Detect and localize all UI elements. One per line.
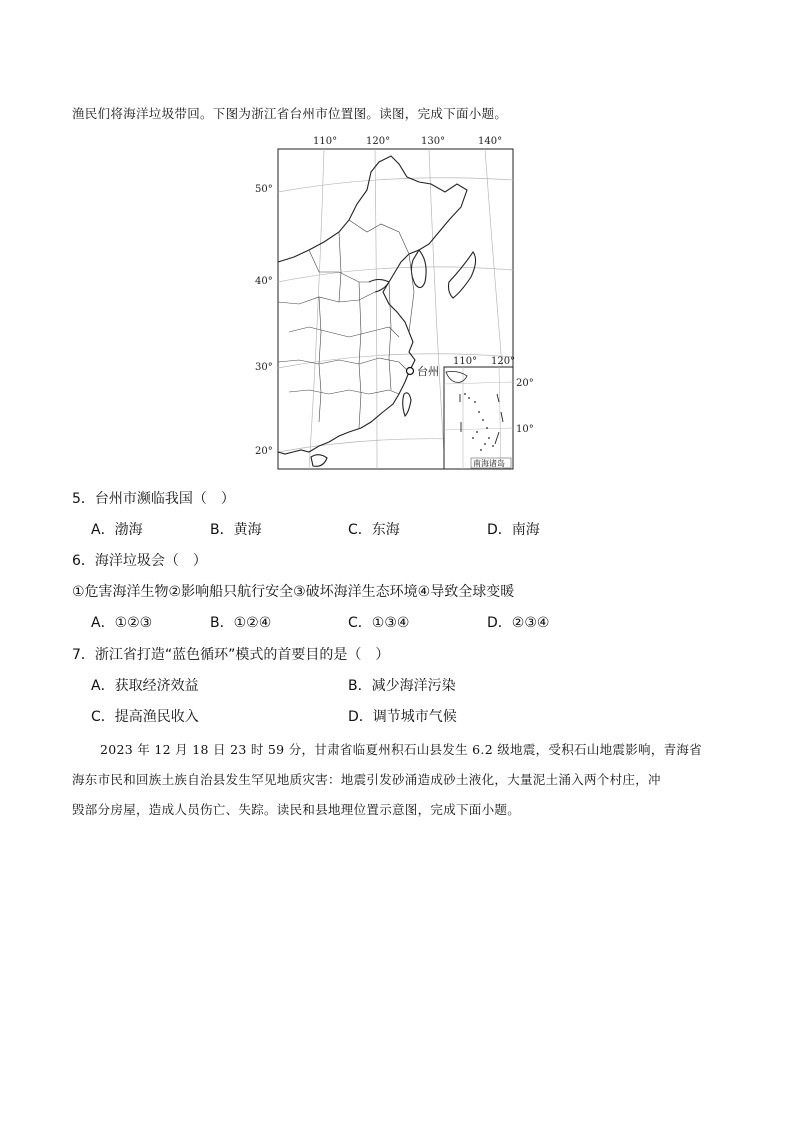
lon-label-120: 120° bbox=[366, 136, 391, 147]
inset-lon-120: 120° bbox=[491, 356, 516, 367]
taizhou-location-map bbox=[249, 132, 534, 472]
passage-line-3: 毁部分房屋，造成人员伤亡、失踪。读民和县地理位置示意图，完成下面小题。 bbox=[72, 802, 521, 817]
q5-option-a[interactable]: A．渤海 bbox=[91, 522, 143, 538]
lat-label-30: 30° bbox=[255, 362, 273, 373]
question-5-stem: 5．台州市濒临我国（ ） bbox=[72, 491, 235, 507]
q6-option-a[interactable]: A．①②③ bbox=[91, 615, 153, 631]
lon-label-110: 110° bbox=[313, 136, 338, 147]
q7-option-d[interactable]: D．调节城市气候 bbox=[348, 709, 457, 725]
q5-option-b[interactable]: B．黄海 bbox=[210, 522, 262, 538]
inset-caption: 南海诸岛 bbox=[473, 459, 505, 468]
inset-lat-10: 10° bbox=[516, 424, 534, 435]
q5-option-d[interactable]: D．南海 bbox=[487, 522, 540, 538]
lat-label-20: 20° bbox=[255, 446, 273, 457]
q7-option-a[interactable]: A．获取经济效益 bbox=[91, 678, 199, 694]
question-6-statements: ①危害海洋生物②影响船只航行安全③破坏海洋生态环境④导致全球变暖 bbox=[72, 584, 515, 600]
inset-south-china-sea bbox=[444, 356, 534, 469]
lat-label-50: 50° bbox=[255, 184, 273, 195]
q6-option-d[interactable]: D．②③④ bbox=[487, 615, 550, 631]
passage-line-1: 2023 年 12 月 18 日 23 时 59 分，甘肃省临夏州积石山县发生 6.2 级地震，受积石山地震影响，青海省 bbox=[100, 742, 703, 757]
map-svg bbox=[249, 132, 534, 472]
lon-label-140: 140° bbox=[478, 136, 503, 147]
q6-option-c[interactable]: C．①③④ bbox=[348, 615, 410, 631]
q7-option-c[interactable]: C．提高渔民收入 bbox=[91, 709, 199, 725]
q5-option-c[interactable]: C．东海 bbox=[348, 522, 400, 538]
taizhou-marker bbox=[407, 368, 414, 375]
lat-label-40: 40° bbox=[255, 276, 273, 287]
inset-lat-20: 20° bbox=[516, 378, 534, 389]
lon-label-130: 130° bbox=[421, 136, 446, 147]
question-7-stem: 7．浙江省打造“蓝色循环”模式的首要目的是（ ） bbox=[72, 647, 390, 663]
passage-line-2: 海东市民和回族土族自治县发生罕见地质灾害：地震引发砂涌造成砂土液化，大量泥土涌入两个村庄，冲 bbox=[72, 772, 661, 787]
q6-option-b[interactable]: B．①②④ bbox=[210, 615, 272, 631]
q7-option-b[interactable]: B．减少海洋污染 bbox=[348, 678, 456, 694]
intro-text: 渔民们将海洋垃圾带回。下图为浙江省台州市位置图。读图，完成下面小题。 bbox=[72, 106, 508, 121]
question-6-stem: 6．海洋垃圾会（ ） bbox=[72, 553, 207, 569]
taizhou-label: 台州 bbox=[417, 365, 439, 378]
inset-lon-110: 110° bbox=[453, 356, 478, 367]
